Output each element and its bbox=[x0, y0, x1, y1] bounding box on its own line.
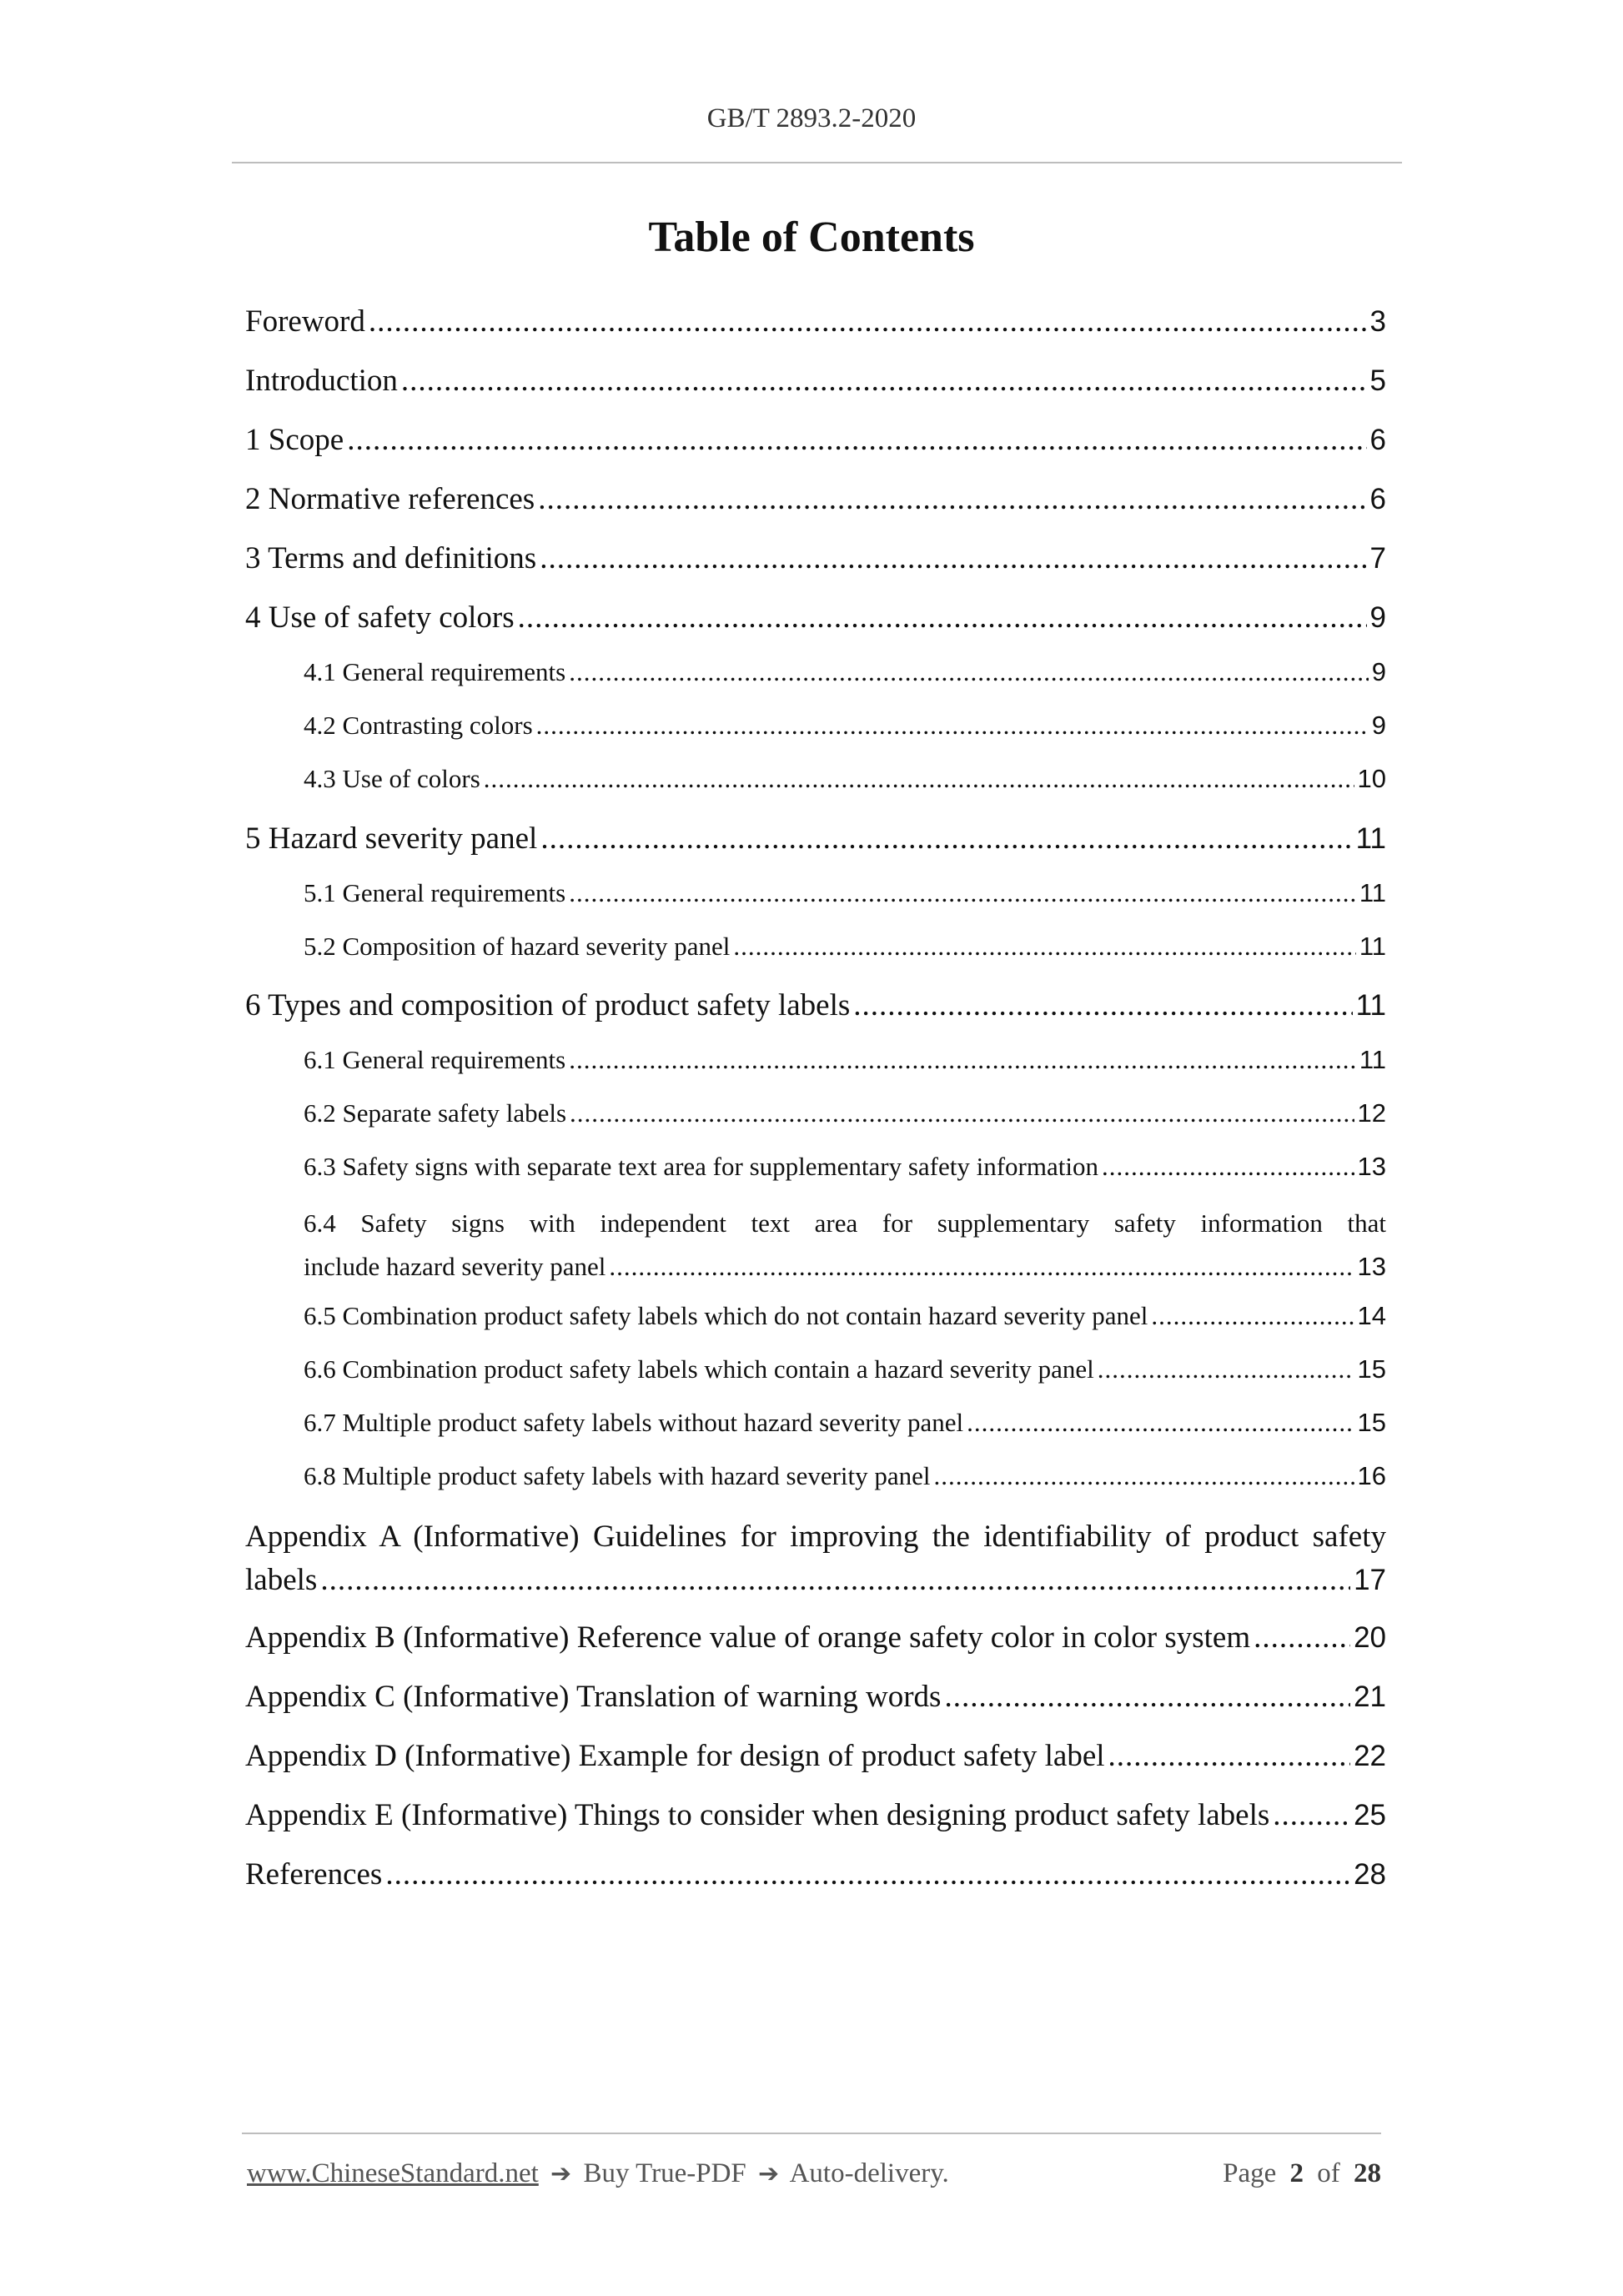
toc-entry-page: 13 bbox=[1357, 1252, 1386, 1281]
toc-entry-label: 6 Types and composition of product safety labels bbox=[245, 988, 851, 1022]
toc-entry-label: Introduction bbox=[245, 364, 398, 398]
toc-entry-page: 10 bbox=[1357, 764, 1386, 793]
dot-leader bbox=[1108, 1736, 1351, 1776]
toc-entry-page: 11 bbox=[1359, 1045, 1386, 1074]
toc-entry-appendix-e[interactable] bbox=[245, 1796, 1386, 1836]
toc-entry-label: 4.1 General requirements bbox=[304, 657, 566, 686]
toc-entry-6-8[interactable] bbox=[304, 1459, 1386, 1494]
toc-entry-5-1[interactable] bbox=[304, 876, 1386, 911]
toc-entry-4-3[interactable] bbox=[304, 761, 1386, 796]
toc-entry-appendix-c[interactable] bbox=[245, 1677, 1386, 1717]
toc-entry-label: 1 Scope bbox=[245, 423, 344, 457]
toc-entry-page: 11 bbox=[1355, 822, 1386, 855]
toc-entry-label: 6.5 Combination product safety labels which do not contain hazard severity panel bbox=[304, 1301, 1148, 1330]
dot-leader bbox=[401, 361, 1367, 401]
toc-entry-page: 14 bbox=[1357, 1301, 1386, 1330]
toc-entry-label: 6.6 Combination product safety labels which contain a hazard severity panel bbox=[304, 1354, 1094, 1384]
toc-entry-page: 6 bbox=[1369, 483, 1386, 515]
toc-entry-scope[interactable] bbox=[245, 420, 1386, 460]
toc-entry-hazard-severity-panel[interactable] bbox=[245, 819, 1386, 859]
toc-entry-page: 11 bbox=[1359, 878, 1386, 907]
toc-entry-6-6[interactable] bbox=[304, 1352, 1386, 1387]
footer-divider bbox=[242, 2133, 1381, 2134]
current-page-number: 2 bbox=[1289, 2158, 1304, 2188]
toc-entry-page: 13 bbox=[1357, 1152, 1386, 1181]
toc-entry-page: 25 bbox=[1354, 1799, 1386, 1831]
dot-leader bbox=[385, 1855, 1350, 1895]
toc-entry-6-4[interactable] bbox=[304, 1202, 1386, 1289]
of-label: of bbox=[1317, 2158, 1340, 2188]
toc-entry-label: Appendix E (Informative) Things to consider when designing product safety labels bbox=[245, 1798, 1270, 1832]
toc-entry-label: Appendix D (Informative) Example for design of product safety label bbox=[245, 1739, 1105, 1773]
toc-entry-label: 4 Use of safety colors bbox=[245, 600, 515, 635]
toc-entry-page: 17 bbox=[1354, 1564, 1386, 1596]
dot-leader bbox=[538, 480, 1366, 520]
toc-entry-label: 5.2 Composition of hazard severity panel bbox=[304, 932, 731, 961]
toc-entry-label: Appendix C (Informative) Translation of warning words bbox=[245, 1680, 942, 1714]
toc-entry-4-2[interactable] bbox=[304, 708, 1386, 743]
dot-leader bbox=[944, 1677, 1350, 1717]
dot-leader bbox=[853, 986, 1352, 1026]
toc-entry-label: Appendix B (Informative) Reference value of orange safety color in color system bbox=[245, 1620, 1251, 1655]
toc-entry-appendix-a[interactable] bbox=[245, 1515, 1386, 1602]
toc-entry-line2 bbox=[245, 1559, 1386, 1602]
toc-entry-label: 3 Terms and definitions bbox=[245, 541, 537, 575]
toc-entry-page: 9 bbox=[1369, 601, 1386, 634]
toc-entry-page: 9 bbox=[1371, 657, 1386, 686]
dot-leader bbox=[540, 819, 1352, 859]
toc-entry-label: 6.1 General requirements bbox=[304, 1045, 566, 1074]
dot-leader bbox=[569, 876, 1356, 911]
dot-leader bbox=[347, 420, 1366, 460]
toc-entry-6-7[interactable] bbox=[304, 1405, 1386, 1440]
dot-leader bbox=[609, 1245, 1354, 1289]
toc-entry-label: References bbox=[245, 1857, 383, 1892]
toc-entry-4-1[interactable] bbox=[304, 655, 1386, 690]
toc-entry-label: 4.3 Use of colors bbox=[304, 764, 480, 793]
toc-entry-label: Foreword bbox=[245, 304, 365, 339]
dot-leader bbox=[1151, 1299, 1354, 1334]
dot-leader bbox=[569, 1042, 1356, 1078]
toc-entry-6-2[interactable] bbox=[304, 1096, 1386, 1131]
toc-entry-page: 6 bbox=[1369, 424, 1386, 456]
page-counter bbox=[1223, 2158, 1381, 2189]
dot-leader bbox=[1102, 1149, 1354, 1184]
toc-entry-appendix-d[interactable] bbox=[245, 1736, 1386, 1776]
dot-leader bbox=[967, 1405, 1354, 1440]
dot-leader bbox=[320, 1559, 1350, 1602]
toc-entry-label: 5.1 General requirements bbox=[304, 878, 566, 907]
toc-entry-label-line1: 6.4 Safety signs with independent text area for supplementary safety information that bbox=[304, 1208, 1386, 1238]
toc-entry-page: 21 bbox=[1354, 1681, 1386, 1713]
dot-leader bbox=[570, 1096, 1354, 1131]
toc-entry-use-of-safety-colors[interactable] bbox=[245, 598, 1386, 638]
toc-entry-label-line2: include hazard severity panel bbox=[304, 1252, 606, 1281]
toc-entry-appendix-b[interactable] bbox=[245, 1618, 1386, 1658]
toc-entry-page: 7 bbox=[1369, 542, 1386, 575]
toc-entry-page: 3 bbox=[1369, 305, 1386, 338]
toc-entry-page: 20 bbox=[1354, 1621, 1386, 1654]
toc-entry-page: 9 bbox=[1371, 711, 1386, 740]
toc-entry-page: 28 bbox=[1354, 1858, 1386, 1891]
toc-entry-line2 bbox=[304, 1245, 1386, 1289]
toc-entry-label: 6.8 Multiple product safety labels with hazard severity panel bbox=[304, 1461, 931, 1490]
toc-entry-page: 15 bbox=[1357, 1354, 1386, 1384]
toc-entry-page: 11 bbox=[1355, 989, 1386, 1022]
dot-leader bbox=[1254, 1618, 1350, 1658]
toc-entry-label: 4.2 Contrasting colors bbox=[304, 711, 533, 740]
toc-entry-normative-references[interactable] bbox=[245, 480, 1386, 520]
toc-entry-6-3[interactable] bbox=[304, 1149, 1386, 1184]
dot-leader bbox=[484, 761, 1354, 796]
arrow-right-icon: ➔ bbox=[758, 2159, 780, 2188]
dot-leader bbox=[536, 708, 1369, 743]
toc-entry-page: 11 bbox=[1359, 932, 1386, 961]
buy-true-pdf-text: Buy True-PDF bbox=[583, 2158, 746, 2188]
toc-entry-5-2[interactable] bbox=[304, 929, 1386, 964]
toc-entry-label-line2: labels bbox=[245, 1563, 318, 1597]
toc-entry-page: 5 bbox=[1369, 364, 1386, 397]
page-label: Page bbox=[1223, 2158, 1277, 2188]
toc-entry-types-and-composition[interactable] bbox=[245, 986, 1386, 1026]
footer-promo bbox=[247, 2158, 949, 2189]
toc-entry-label: 2 Normative references bbox=[245, 482, 535, 516]
website-link[interactable]: www.ChineseStandard.net bbox=[247, 2158, 539, 2188]
dot-leader bbox=[934, 1459, 1354, 1494]
toc-entry-introduction[interactable] bbox=[245, 361, 1386, 401]
toc-entry-page: 15 bbox=[1357, 1408, 1386, 1437]
toc-entry-label-line1: Appendix A (Informative) Guidelines for improving the identifiability of product safety bbox=[245, 1520, 1386, 1554]
toc-entry-label: 6.2 Separate safety labels bbox=[304, 1098, 567, 1128]
toc-entry-references[interactable] bbox=[245, 1855, 1386, 1895]
toc-entry-6-1[interactable] bbox=[304, 1042, 1386, 1078]
toc-entry-6-5[interactable] bbox=[304, 1299, 1386, 1334]
dot-leader bbox=[540, 539, 1366, 579]
dot-leader bbox=[518, 598, 1367, 638]
dot-leader bbox=[369, 302, 1367, 342]
dot-leader bbox=[569, 655, 1369, 690]
toc-entry-label: 6.7 Multiple product safety labels without hazard severity panel bbox=[304, 1408, 964, 1437]
toc-title: Table of Contents bbox=[648, 214, 975, 261]
toc-entry-terms-and-definitions[interactable] bbox=[245, 539, 1386, 579]
header-divider bbox=[232, 162, 1402, 163]
page-footer bbox=[247, 2158, 1381, 2189]
auto-delivery-text: Auto-delivery. bbox=[789, 2158, 949, 2188]
total-pages-number: 28 bbox=[1354, 2158, 1381, 2188]
dot-leader bbox=[1273, 1796, 1350, 1836]
dot-leader bbox=[1098, 1352, 1354, 1387]
toc-entry-label: 6.3 Safety signs with separate text area for supplementary safety information bbox=[304, 1152, 1098, 1181]
toc-entry-foreword[interactable] bbox=[245, 302, 1386, 342]
dot-leader bbox=[733, 929, 1355, 964]
arrow-right-icon: ➔ bbox=[550, 2159, 572, 2188]
running-header: GB/T 2893.2-2020 bbox=[706, 103, 917, 133]
toc-entry-page: 16 bbox=[1357, 1461, 1386, 1490]
toc-entry-page: 12 bbox=[1357, 1098, 1386, 1128]
toc-entry-label: 5 Hazard severity panel bbox=[245, 821, 538, 856]
toc-entry-page: 22 bbox=[1354, 1740, 1386, 1772]
